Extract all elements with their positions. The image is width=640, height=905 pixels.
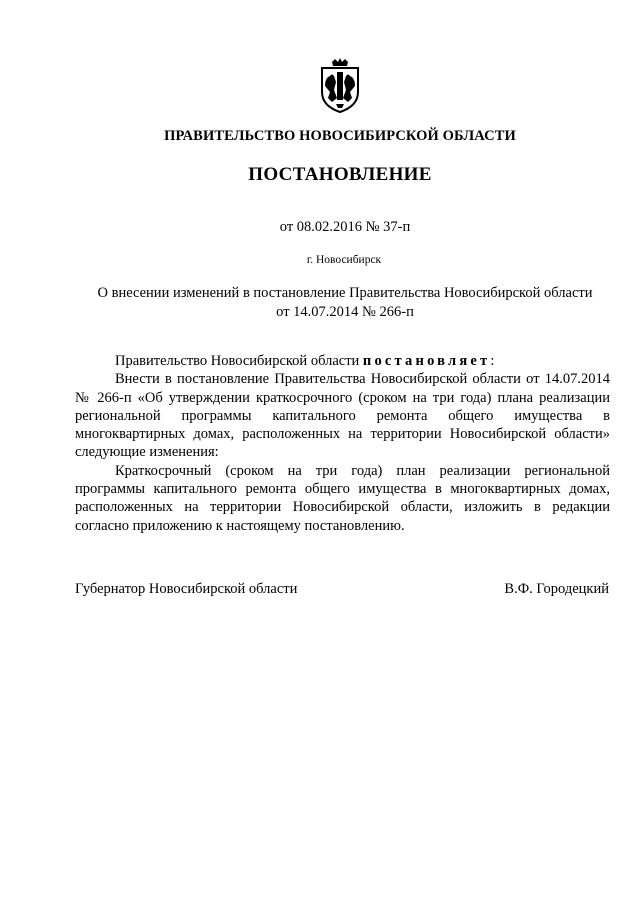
document-body	[75, 352, 610, 535]
decree-intro-colon: :	[490, 353, 495, 369]
subject-line-2: от 14.07.2014 № 266-п	[276, 303, 414, 320]
signatory-position: Губернатор Новосибирской области	[75, 581, 298, 597]
subject-line-1: О внесении изменений в постановление Правительства Новосибирской области	[97, 285, 593, 301]
document-subject	[70, 284, 620, 321]
document-type-title: ПОСТАНОВЛЕНИЕ	[248, 164, 432, 185]
decree-keyword: постановляет	[362, 353, 491, 369]
organization-title: ПРАВИТЕЛЬСТВО НОВОСИБИРСКОЙ ОБЛАСТИ	[164, 128, 516, 144]
decree-intro-text: Правительство Новосибирской области	[115, 353, 363, 369]
document-city: г. Новосибирск	[306, 254, 382, 266]
novosibirsk-coat-of-arms-icon	[316, 58, 364, 114]
amendment-paragraph: Внести в постановление Правительства Новосибирской области от 14.07.2014 № 266-п «Об утверждении краткосрочного (сроком на три года) плана реализации региональной программы капитального ремонта общего имущества в многоквартирных домах, расположенных на территории Новосибирской области» следующие изменения:	[75, 371, 610, 461]
plan-paragraph: Краткосрочный (сроком на три года) план реализации региональной программы капитального ремонта общего имущества в многоквартирных домах, расположенных на территории Новосибирской области, изложить в редакции согласно приложению к настоящему постановлению.	[75, 462, 610, 534]
document-date-number: от 08.02.2016 № 37-п	[279, 219, 411, 235]
signatory-name: В.Ф. Городецкий	[504, 581, 609, 597]
decree-intro-paragraph	[75, 352, 610, 370]
